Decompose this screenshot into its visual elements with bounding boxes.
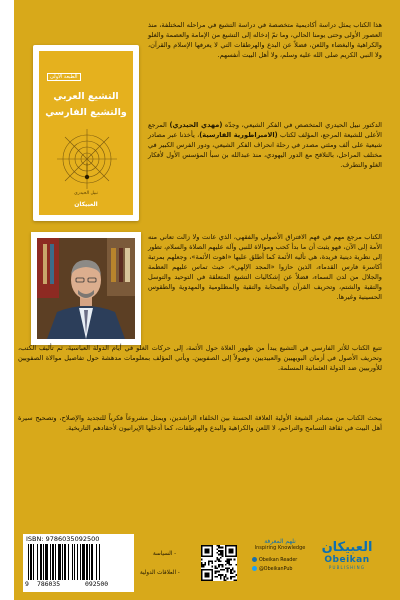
author-journey: ، يأخذنا عبر مصادر شيعية على ألف ومئتي مصدر في رحلة انحراف الفكر الشيعي، ودور الفرس الكبير في مختلف المراحل، بالتلاقح مع الدور اليهودي، منذ عبدالله بن سبأ المؤسس الأول لأفكار الغلو والتطرف. — [148, 131, 382, 169]
reader-link: Obeikan Reader — [252, 557, 297, 563]
isbn-barcode — [23, 534, 134, 592]
qr-code — [201, 545, 237, 581]
social-links — [252, 557, 297, 572]
book-publisher-logo: العبيكان — [74, 201, 98, 208]
author-photo — [31, 232, 141, 345]
publisher-name-ar: العبيكان — [321, 540, 373, 555]
isbn-digit-group-right: 092500 — [85, 580, 109, 588]
publisher-name-en: Obeikan — [324, 555, 370, 565]
obeikan-reader-icon — [252, 557, 257, 562]
author-role: المرجع الأعلى للشيعة المرجع، المؤلف لكتاب — [148, 121, 382, 139]
twitter-icon — [252, 566, 257, 571]
edition-badge: الطبعة الأولى — [47, 73, 81, 81]
knowledge-slogan-ar: نلهم المعرفة — [264, 538, 296, 545]
book-title-line2: والتشيع الفارسي — [45, 107, 127, 118]
book-author: نبيل الحيدري — [74, 191, 98, 196]
knowledge-slogan — [252, 539, 308, 551]
isbn-label: ISBN: 9786035092500 — [26, 535, 100, 543]
grandfather-name: (مهدي الحيدري) — [169, 121, 223, 129]
book-cover-thumbnail — [33, 45, 139, 221]
description-paragraph-5: يبحث الكتاب من مصادر الشيعة الأولية العلاقة الحسنة بين الخلفاء الراشدين، ويمثل مشروعاً فكرياً للتجديد والإصلاح، وتصحيح سيرة أهل البيت في ثقافة التسامح والتراحم، لا اللعن والكراهية والبدع والهرطقات، كما أدخلها الإيرانيون لأحقادهم التاريخية. — [18, 414, 382, 432]
isbn-digit-prefix: 9 — [25, 580, 29, 588]
description-paragraph-4: تتبع الكتاب للأثر الفارسي في التشيع يبدأ من ظهور الغلاة حول الأئمة، إلى حركات الغلو في أيام الدولة العباسية، ثم تأليف الكتب، وتحريف الأصول في أزمان البويهيين والعبيديين، وصولاً إلى الصفويين. ويأتي المؤلف بمعلومات مدهشة حول تفاصيل موالاة الصفويين للأوربيين ضد الدولة العثمانية المسلمة. — [18, 344, 382, 372]
twitter-link: @ObeikanPub — [252, 566, 297, 572]
description-paragraph-3: الكتاب مرجع مهم في فهم الافتراق الأصولي والفقهي، الذي عانت ولا زالت تعاني منه الأمة إلى الآن، فهو يثبت أن ما بدأ كحب وموالاة للنبي وآله عليهم الصلاة والسلام، تطور إلى نظرية دينية فريدة، هي تأليه الأئمة كما أطلق عليها «اهوت الأئمة»، وجعلهم بمرتبة أكاسرة فارس القدماء، الذين حازوا «المجد الإلهي»، حيث تماس عليهم العظمة والجلال من لدن السماء، فضلاً عن إشكاليات التشيع المتعلقة في التوحيد والتوسل والتقية والشتم، وتحريف القرآن والصحابة والتقية والمظلومية والمهدوية والطقوس الحسينية وغيرها. — [148, 233, 382, 301]
publisher-logo — [316, 541, 378, 571]
book-cover-art — [39, 51, 133, 215]
isbn-digit-group-left: 786035 — [37, 580, 61, 588]
author-intro: الدكتور نبيل الحيدري المتخصص في الفكر الشيعي، وجدّه — [224, 121, 382, 129]
category-international-relations: - العلاقات الدولية — [140, 570, 180, 576]
category-politics: - السياسة — [153, 551, 177, 557]
book-title-line1: التشيع العربي — [53, 91, 119, 102]
cited-book-title: (الامبراطورية الفارسية) — [199, 131, 278, 139]
barcode-bars — [26, 544, 130, 580]
spider-web-icon — [57, 129, 117, 189]
description-paragraph-1: هذا الكتاب يمثل دراسة أكاديمية متخصصة في دراسة التشيع في مراحله المختلفة، منذ العصور الأولى وحتى يومنا الحالي، وما تمّ إدخاله إلى التشيع من الإمامة والعصمة والغلو والكراهية والبغضاء واللعن، فضلاً عن البدع والهرطقات التي لا يعرفها الإسلام والقرآن، ولا النبي الكريم صلى الله عليه وسلم، ولا أهل البيت أنفسهم. — [148, 21, 382, 59]
publisher-subtitle: PUBLISHING — [328, 565, 366, 570]
author-paragraph — [148, 120, 382, 170]
knowledge-slogan-en: Inspiring Knowledge — [254, 545, 306, 551]
author-portrait-image — [37, 238, 135, 339]
